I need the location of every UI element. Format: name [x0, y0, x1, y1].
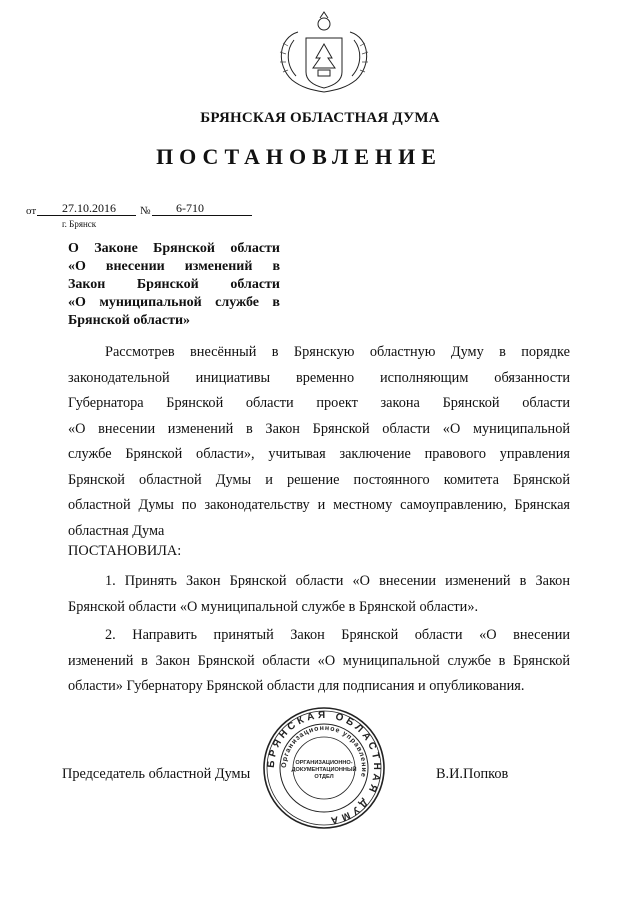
- preamble-line: «О внесении изменений в Закон Брянской области «О муниципальной: [68, 420, 570, 437]
- document-date: 27.10.2016: [62, 201, 116, 215]
- resolution-item-1: [68, 569, 570, 620]
- item-line: области» Губернатору Брянской области для подписания и опубликования.: [68, 678, 525, 694]
- official-seal-stamp: [262, 706, 386, 830]
- subject-line: О Законе Брянской области: [68, 241, 280, 256]
- signer-name: В.И.Попков: [436, 766, 509, 782]
- document-city: г. Брянск: [62, 219, 97, 229]
- subject-line: «О муниципальной службе в: [68, 295, 280, 310]
- seal-inner-text: Организационное управление: [280, 724, 368, 779]
- preamble-line: областной Думы по законодательству и местному самоуправлению, Брянская: [68, 497, 570, 513]
- item-line: изменений в Закон Брянской области «О муниципальной службе в Брянской: [68, 652, 570, 669]
- seal-center-line: ОРГАНИЗАЦИОННО-: [295, 760, 353, 766]
- document-subject: [68, 240, 280, 330]
- coat-of-arms-emblem: [268, 10, 380, 96]
- number-label: №: [140, 205, 151, 217]
- subject-line: «О внесении изменений в: [68, 259, 280, 274]
- item-line: 1. Принять Закон Брянской области «О внесении изменений в Закон: [105, 573, 570, 589]
- preamble-line: законодательной инициативы временно исполняющим обязанности: [68, 369, 570, 386]
- preamble-line: Рассмотрев внесённый в Брянскую областную Думу в порядке: [105, 344, 570, 360]
- item-line: Брянской области «О муниципальной службе в Брянской области».: [68, 598, 479, 615]
- resolved-heading: ПОСТАНОВИЛА:: [68, 543, 182, 559]
- date-label: от: [26, 205, 37, 217]
- resolution-item-2: [68, 623, 570, 700]
- preamble-line: Брянской областной Думы и решение постоянного комитета Брянской: [68, 471, 570, 488]
- subject-line: Брянской области»: [68, 313, 191, 328]
- seal-outer-text: БРЯНСКАЯ ОБЛАСТНАЯ ДУМА: [265, 709, 383, 827]
- seal-center-line: ДОКУМЕНТАЦИОННЫЙ: [291, 767, 357, 773]
- preamble-line: Губернатора Брянской области проект закона Брянской области: [68, 395, 570, 411]
- item-line: 2. Направить принятый Закон Брянской области «О внесении: [105, 627, 570, 643]
- document-number: 6-710: [176, 201, 204, 215]
- document-type-title: ПОСТАНОВЛЕНИЕ: [156, 144, 442, 169]
- subject-line: Закон Брянской области: [68, 277, 280, 292]
- signer-position: Председатель областной Думы: [62, 766, 251, 782]
- preamble-line: областная Дума: [68, 522, 165, 539]
- seal-center-line: ОТДЕЛ: [314, 774, 334, 780]
- preamble-line: службе Брянской области», учитывая заключение правового управления: [68, 446, 570, 462]
- preamble-paragraph: [68, 340, 570, 544]
- organization-name: БРЯНСКАЯ ОБЛАСТНАЯ ДУМА: [200, 110, 440, 126]
